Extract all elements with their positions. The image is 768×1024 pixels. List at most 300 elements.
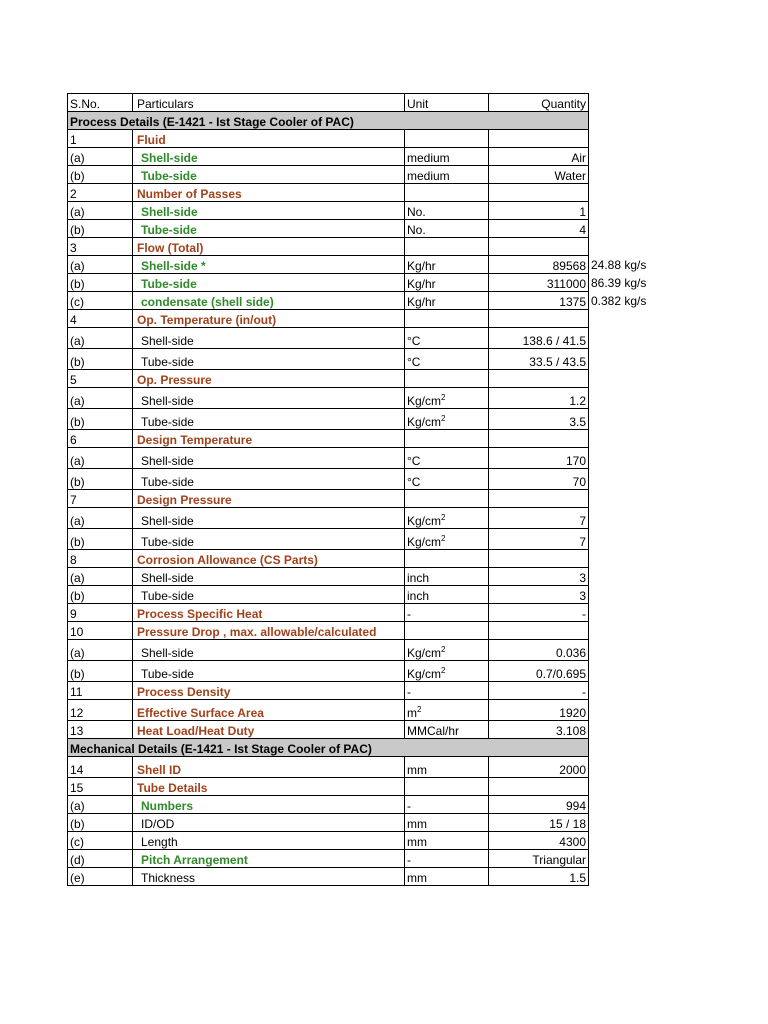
particulars-text: Process Density [137, 685, 231, 699]
particulars-text: Numbers [141, 799, 194, 813]
quantity-text: 15 / 18 [549, 817, 586, 831]
particulars-cell [133, 508, 405, 529]
unit-cell [405, 682, 489, 700]
section-header-row [68, 739, 589, 757]
unit-text: - [407, 853, 411, 867]
quantity-cell [489, 586, 589, 604]
sno-cell: (a) [68, 328, 133, 349]
sno-cell: (a) [68, 796, 133, 814]
particulars-cell [133, 184, 405, 202]
unit-cell [405, 568, 489, 586]
particulars-text: Process Specific Heat [137, 607, 263, 621]
table-row [68, 682, 589, 700]
unit-text: °C [407, 355, 421, 369]
unit-text: MMCal/hr [407, 724, 460, 738]
sno-cell: (b) [68, 661, 133, 682]
particulars-text: Design Temperature [137, 433, 253, 447]
unit-cell [405, 622, 489, 640]
sno-cell: (a) [68, 640, 133, 661]
unit-cell [405, 184, 489, 202]
flow-conversion-note: 24.88 kg/s [591, 258, 647, 272]
sno-cell: 14 [68, 757, 133, 778]
quantity-cell [489, 310, 589, 328]
sno-cell: (a) [68, 508, 133, 529]
particulars-text: Op. Pressure [137, 373, 212, 387]
particulars-text: Number of Passes [137, 187, 242, 201]
quantity-cell [489, 604, 589, 622]
header-row [68, 94, 589, 112]
particulars-cell [133, 238, 405, 256]
sno-cell: 2 [68, 184, 133, 202]
particulars-cell [133, 568, 405, 586]
unit-superscript: 2 [441, 666, 446, 675]
sno-cell: 6 [68, 430, 133, 448]
particulars-cell [133, 328, 405, 349]
unit-superscript: 2 [441, 414, 446, 423]
quantity-cell [489, 220, 589, 238]
unit-text: Kg/hr [407, 295, 436, 309]
quantity-cell [489, 757, 589, 778]
quantity-cell [489, 868, 589, 886]
sno-cell: (b) [68, 349, 133, 370]
table-row [68, 130, 589, 148]
unit-cell [405, 850, 489, 868]
quantity-text: 33.5 / 43.5 [529, 355, 586, 369]
unit-cell [405, 349, 489, 370]
unit-superscript: 2 [441, 513, 446, 522]
unit-cell [405, 220, 489, 238]
quantity-text: 0.7/0.695 [535, 667, 586, 681]
unit-cell [405, 757, 489, 778]
sno-cell: 5 [68, 370, 133, 388]
particulars-text: Shell-side [141, 454, 194, 468]
particulars-text: Effective Surface Area [137, 706, 264, 720]
quantity-cell [489, 292, 647, 310]
quantity-text: Triangular [532, 853, 586, 867]
unit-text: medium [407, 151, 450, 165]
quantity-cell [489, 274, 647, 292]
table-row [68, 529, 589, 550]
section-header-row [68, 112, 589, 130]
unit-text: mm [407, 763, 427, 777]
table-row [68, 370, 589, 388]
particulars-cell [133, 274, 405, 292]
quantity-cell [489, 721, 589, 739]
particulars-text: Design Pressure [137, 493, 232, 507]
unit-cell [405, 310, 489, 328]
unit-cell [405, 469, 489, 490]
sno-cell: (c) [68, 832, 133, 850]
quantity-cell [489, 370, 589, 388]
quantity-text: 170 [565, 454, 586, 468]
sno-cell: (a) [68, 388, 133, 409]
particulars-text: Shell-side [141, 646, 194, 660]
particulars-cell [133, 469, 405, 490]
sno-cell: (a) [68, 568, 133, 586]
unit-cell [405, 388, 489, 409]
particulars-text: Tube-side [141, 475, 194, 489]
particulars-text: Tube-side [141, 169, 197, 183]
unit-cell [405, 292, 489, 310]
table-row [68, 274, 589, 292]
quantity-text: Water [554, 169, 586, 183]
quantity-text: 3 [579, 589, 586, 603]
particulars-cell [133, 490, 405, 508]
quantity-cell [489, 778, 589, 796]
quantity-cell [489, 166, 589, 184]
table-row [68, 256, 589, 274]
particulars-cell [133, 640, 405, 661]
unit-text: Kg/hr [407, 277, 436, 291]
particulars-cell [133, 529, 405, 550]
quantity-cell [489, 796, 589, 814]
sno-cell: (b) [68, 274, 133, 292]
section-title: Mechanical Details (E-1421 - Ist Stage Cooler of PAC) [68, 739, 589, 757]
quantity-cell [489, 184, 589, 202]
header-quantity: Quantity [489, 94, 589, 112]
unit-cell [405, 508, 489, 529]
particulars-text: Tube-side [141, 535, 194, 549]
unit-cell [405, 448, 489, 469]
sno-cell: (e) [68, 868, 133, 886]
quantity-cell [489, 469, 589, 490]
quantity-text: 1375 [559, 295, 586, 309]
quantity-cell [489, 202, 589, 220]
particulars-cell [133, 256, 405, 274]
particulars-text: Thickness [141, 871, 196, 885]
quantity-text: 1 [579, 205, 586, 219]
particulars-text: Shell-side [141, 205, 198, 219]
unit-cell [405, 274, 489, 292]
particulars-cell [133, 448, 405, 469]
particulars-cell [133, 661, 405, 682]
table-row [68, 586, 589, 604]
unit-text: - [407, 799, 411, 813]
quantity-cell [489, 529, 589, 550]
sno-cell: 13 [68, 721, 133, 739]
unit-cell [405, 490, 489, 508]
table-row [68, 778, 589, 796]
particulars-cell [133, 586, 405, 604]
quantity-cell [489, 448, 589, 469]
particulars-cell [133, 202, 405, 220]
flow-conversion-note: 0.382 kg/s [591, 294, 647, 308]
quantity-cell [489, 682, 589, 700]
particulars-text: Shell-side [141, 394, 194, 408]
particulars-cell [133, 148, 405, 166]
particulars-cell [133, 796, 405, 814]
unit-cell [405, 430, 489, 448]
quantity-text: 994 [565, 799, 586, 813]
header-sno: S.No. [68, 94, 133, 112]
unit-cell [405, 409, 489, 430]
table-row [68, 832, 589, 850]
table-row [68, 814, 589, 832]
particulars-text: Tube-side [141, 223, 197, 237]
particulars-cell [133, 814, 405, 832]
unit-text: - [407, 607, 411, 621]
particulars-text: ID/OD [141, 817, 175, 831]
sno-cell: 9 [68, 604, 133, 622]
unit-cell [405, 550, 489, 568]
unit-text: mm [407, 835, 427, 849]
particulars-cell [133, 604, 405, 622]
particulars-text: Tube-side [141, 667, 194, 681]
particulars-cell [133, 310, 405, 328]
table-row [68, 409, 589, 430]
unit-cell [405, 868, 489, 886]
quantity-text: 0.036 [555, 646, 586, 660]
quantity-cell [489, 640, 589, 661]
particulars-cell [133, 370, 405, 388]
unit-superscript: 2 [441, 645, 446, 654]
particulars-cell [133, 550, 405, 568]
table-row [68, 184, 589, 202]
table-row [68, 640, 589, 661]
particulars-text: Tube-side [141, 355, 194, 369]
quantity-text: 3.5 [569, 415, 586, 429]
particulars-cell [133, 622, 405, 640]
sno-cell: (b) [68, 166, 133, 184]
table-row [68, 238, 589, 256]
table-row [68, 622, 589, 640]
particulars-text: Tube-side [141, 589, 194, 603]
particulars-cell [133, 757, 405, 778]
table-row [68, 550, 589, 568]
table-row [68, 310, 589, 328]
table-row [68, 868, 589, 886]
unit-cell [405, 700, 489, 721]
header-particulars: Particulars [133, 94, 405, 112]
unit-cell [405, 640, 489, 661]
quantity-text: 1.2 [569, 394, 586, 408]
quantity-text: 1.5 [569, 871, 586, 885]
sno-cell: 8 [68, 550, 133, 568]
unit-cell [405, 238, 489, 256]
quantity-text: 70 [572, 475, 586, 489]
particulars-text: Tube Details [137, 781, 208, 795]
particulars-cell [133, 682, 405, 700]
particulars-text: Shell-side * [141, 259, 206, 273]
unit-cell [405, 661, 489, 682]
particulars-cell [133, 166, 405, 184]
particulars-cell [133, 349, 405, 370]
quantity-cell [489, 238, 589, 256]
particulars-text: Pressure Drop , max. allowable/calculated [137, 625, 377, 639]
unit-text: No. [407, 205, 426, 219]
quantity-cell [489, 568, 589, 586]
unit-text: Kg/cm [407, 667, 442, 681]
quantity-text: 89568 [552, 259, 586, 273]
particulars-cell [133, 130, 405, 148]
table-row [68, 661, 589, 682]
sno-cell: (a) [68, 448, 133, 469]
unit-text: Kg/cm [407, 646, 442, 660]
quantity-text: 4300 [559, 835, 586, 849]
particulars-text: Pitch Arrangement [141, 853, 248, 867]
unit-text: °C [407, 334, 421, 348]
unit-cell [405, 796, 489, 814]
table-row [68, 220, 589, 238]
unit-cell [405, 328, 489, 349]
quantity-cell [489, 130, 589, 148]
unit-text: °C [407, 454, 421, 468]
unit-cell [405, 529, 489, 550]
particulars-text: Shell ID [137, 763, 182, 777]
quantity-cell [489, 430, 589, 448]
quantity-text: 1920 [559, 706, 586, 720]
unit-cell [405, 721, 489, 739]
sno-cell: (b) [68, 814, 133, 832]
particulars-text: Fluid [137, 133, 166, 147]
particulars-cell [133, 832, 405, 850]
sno-cell: 11 [68, 682, 133, 700]
table-row [68, 328, 589, 349]
particulars-text: condensate (shell side) [141, 295, 274, 309]
quantity-text: - [582, 607, 586, 621]
table-body [68, 112, 647, 886]
quantity-cell [489, 814, 589, 832]
quantity-text: 3 [579, 571, 586, 585]
particulars-cell [133, 850, 405, 868]
quantity-cell [489, 490, 589, 508]
quantity-cell [489, 388, 589, 409]
sno-cell: 7 [68, 490, 133, 508]
section-title: Process Details (E-1421 - Ist Stage Cooler of PAC) [68, 112, 589, 130]
unit-text: inch [407, 571, 430, 585]
quantity-text: 7 [579, 514, 586, 528]
table-row [68, 757, 589, 778]
particulars-text: Tube-side [141, 415, 194, 429]
table-row [68, 490, 589, 508]
unit-cell [405, 778, 489, 796]
table-row [68, 508, 589, 529]
unit-cell [405, 166, 489, 184]
particulars-cell [133, 700, 405, 721]
header-unit: Unit [405, 94, 489, 112]
quantity-cell [489, 700, 589, 721]
sno-cell: (b) [68, 220, 133, 238]
particulars-text: Tube-side [141, 277, 197, 291]
particulars-cell [133, 292, 405, 310]
table-row [68, 202, 589, 220]
unit-cell [405, 604, 489, 622]
particulars-cell [133, 778, 405, 796]
quantity-text: 3.108 [555, 724, 586, 738]
unit-superscript: 2 [441, 534, 446, 543]
sno-cell: 3 [68, 238, 133, 256]
sno-cell: 10 [68, 622, 133, 640]
quantity-text: 311000 [546, 277, 586, 291]
table-row [68, 568, 589, 586]
unit-cell [405, 370, 489, 388]
unit-text: m [407, 706, 417, 720]
sno-cell: (b) [68, 529, 133, 550]
particulars-text: Shell-side [141, 571, 194, 585]
particulars-text: Corrosion Allowance (CS Parts) [137, 553, 318, 567]
table-row [68, 148, 589, 166]
particulars-text: Flow (Total) [137, 241, 204, 255]
sno-cell: (b) [68, 586, 133, 604]
particulars-text: Shell-side [141, 151, 198, 165]
sno-cell: 4 [68, 310, 133, 328]
unit-cell [405, 814, 489, 832]
sno-cell: (a) [68, 202, 133, 220]
unit-text: inch [407, 589, 430, 603]
unit-text: Kg/cm [407, 415, 442, 429]
flow-conversion-note: 86.39 kg/s [591, 276, 647, 290]
particulars-cell [133, 220, 405, 238]
table-row [68, 796, 589, 814]
quantity-cell [489, 832, 589, 850]
unit-text: mm [407, 817, 427, 831]
quantity-cell [489, 328, 589, 349]
table-row [68, 349, 589, 370]
unit-superscript: 2 [417, 705, 422, 714]
particulars-cell [133, 409, 405, 430]
quantity-text: Air [571, 151, 586, 165]
quantity-text: 138.6 / 41.5 [522, 334, 586, 348]
unit-text: Kg/cm [407, 535, 442, 549]
unit-cell [405, 256, 489, 274]
quantity-cell [489, 409, 589, 430]
quantity-text: - [582, 685, 586, 699]
unit-cell [405, 832, 489, 850]
quantity-cell [489, 148, 589, 166]
sno-cell: (c) [68, 292, 133, 310]
table-row [68, 292, 589, 310]
quantity-cell [489, 622, 589, 640]
quantity-cell [489, 661, 589, 682]
particulars-cell [133, 388, 405, 409]
unit-superscript: 2 [441, 393, 446, 402]
sno-cell: (a) [68, 256, 133, 274]
unit-text: Kg/cm [407, 394, 442, 408]
unit-cell [405, 202, 489, 220]
sno-cell: (d) [68, 850, 133, 868]
table-row [68, 469, 589, 490]
unit-text: Kg/cm [407, 514, 442, 528]
particulars-cell [133, 721, 405, 739]
particulars-text: Shell-side [141, 514, 194, 528]
particulars-cell [133, 430, 405, 448]
quantity-text: 4 [579, 223, 586, 237]
table-row [68, 721, 589, 739]
quantity-cell [489, 550, 589, 568]
quantity-cell [489, 850, 589, 868]
unit-cell [405, 148, 489, 166]
particulars-text: Shell-side [141, 334, 194, 348]
data-sheet-table [67, 93, 647, 886]
table-row [68, 388, 589, 409]
unit-text: mm [407, 871, 427, 885]
sno-cell: 1 [68, 130, 133, 148]
table-row [68, 604, 589, 622]
unit-text: medium [407, 169, 450, 183]
particulars-cell [133, 868, 405, 886]
sno-cell: (b) [68, 469, 133, 490]
sno-cell: 12 [68, 700, 133, 721]
quantity-cell [489, 349, 589, 370]
unit-text: Kg/hr [407, 259, 436, 273]
particulars-text: Heat Load/Heat Duty [137, 724, 255, 738]
quantity-text: 7 [579, 535, 586, 549]
sno-cell: (b) [68, 409, 133, 430]
quantity-text: 2000 [559, 763, 586, 777]
quantity-cell [489, 508, 589, 529]
table-row [68, 850, 589, 868]
unit-text: °C [407, 475, 421, 489]
